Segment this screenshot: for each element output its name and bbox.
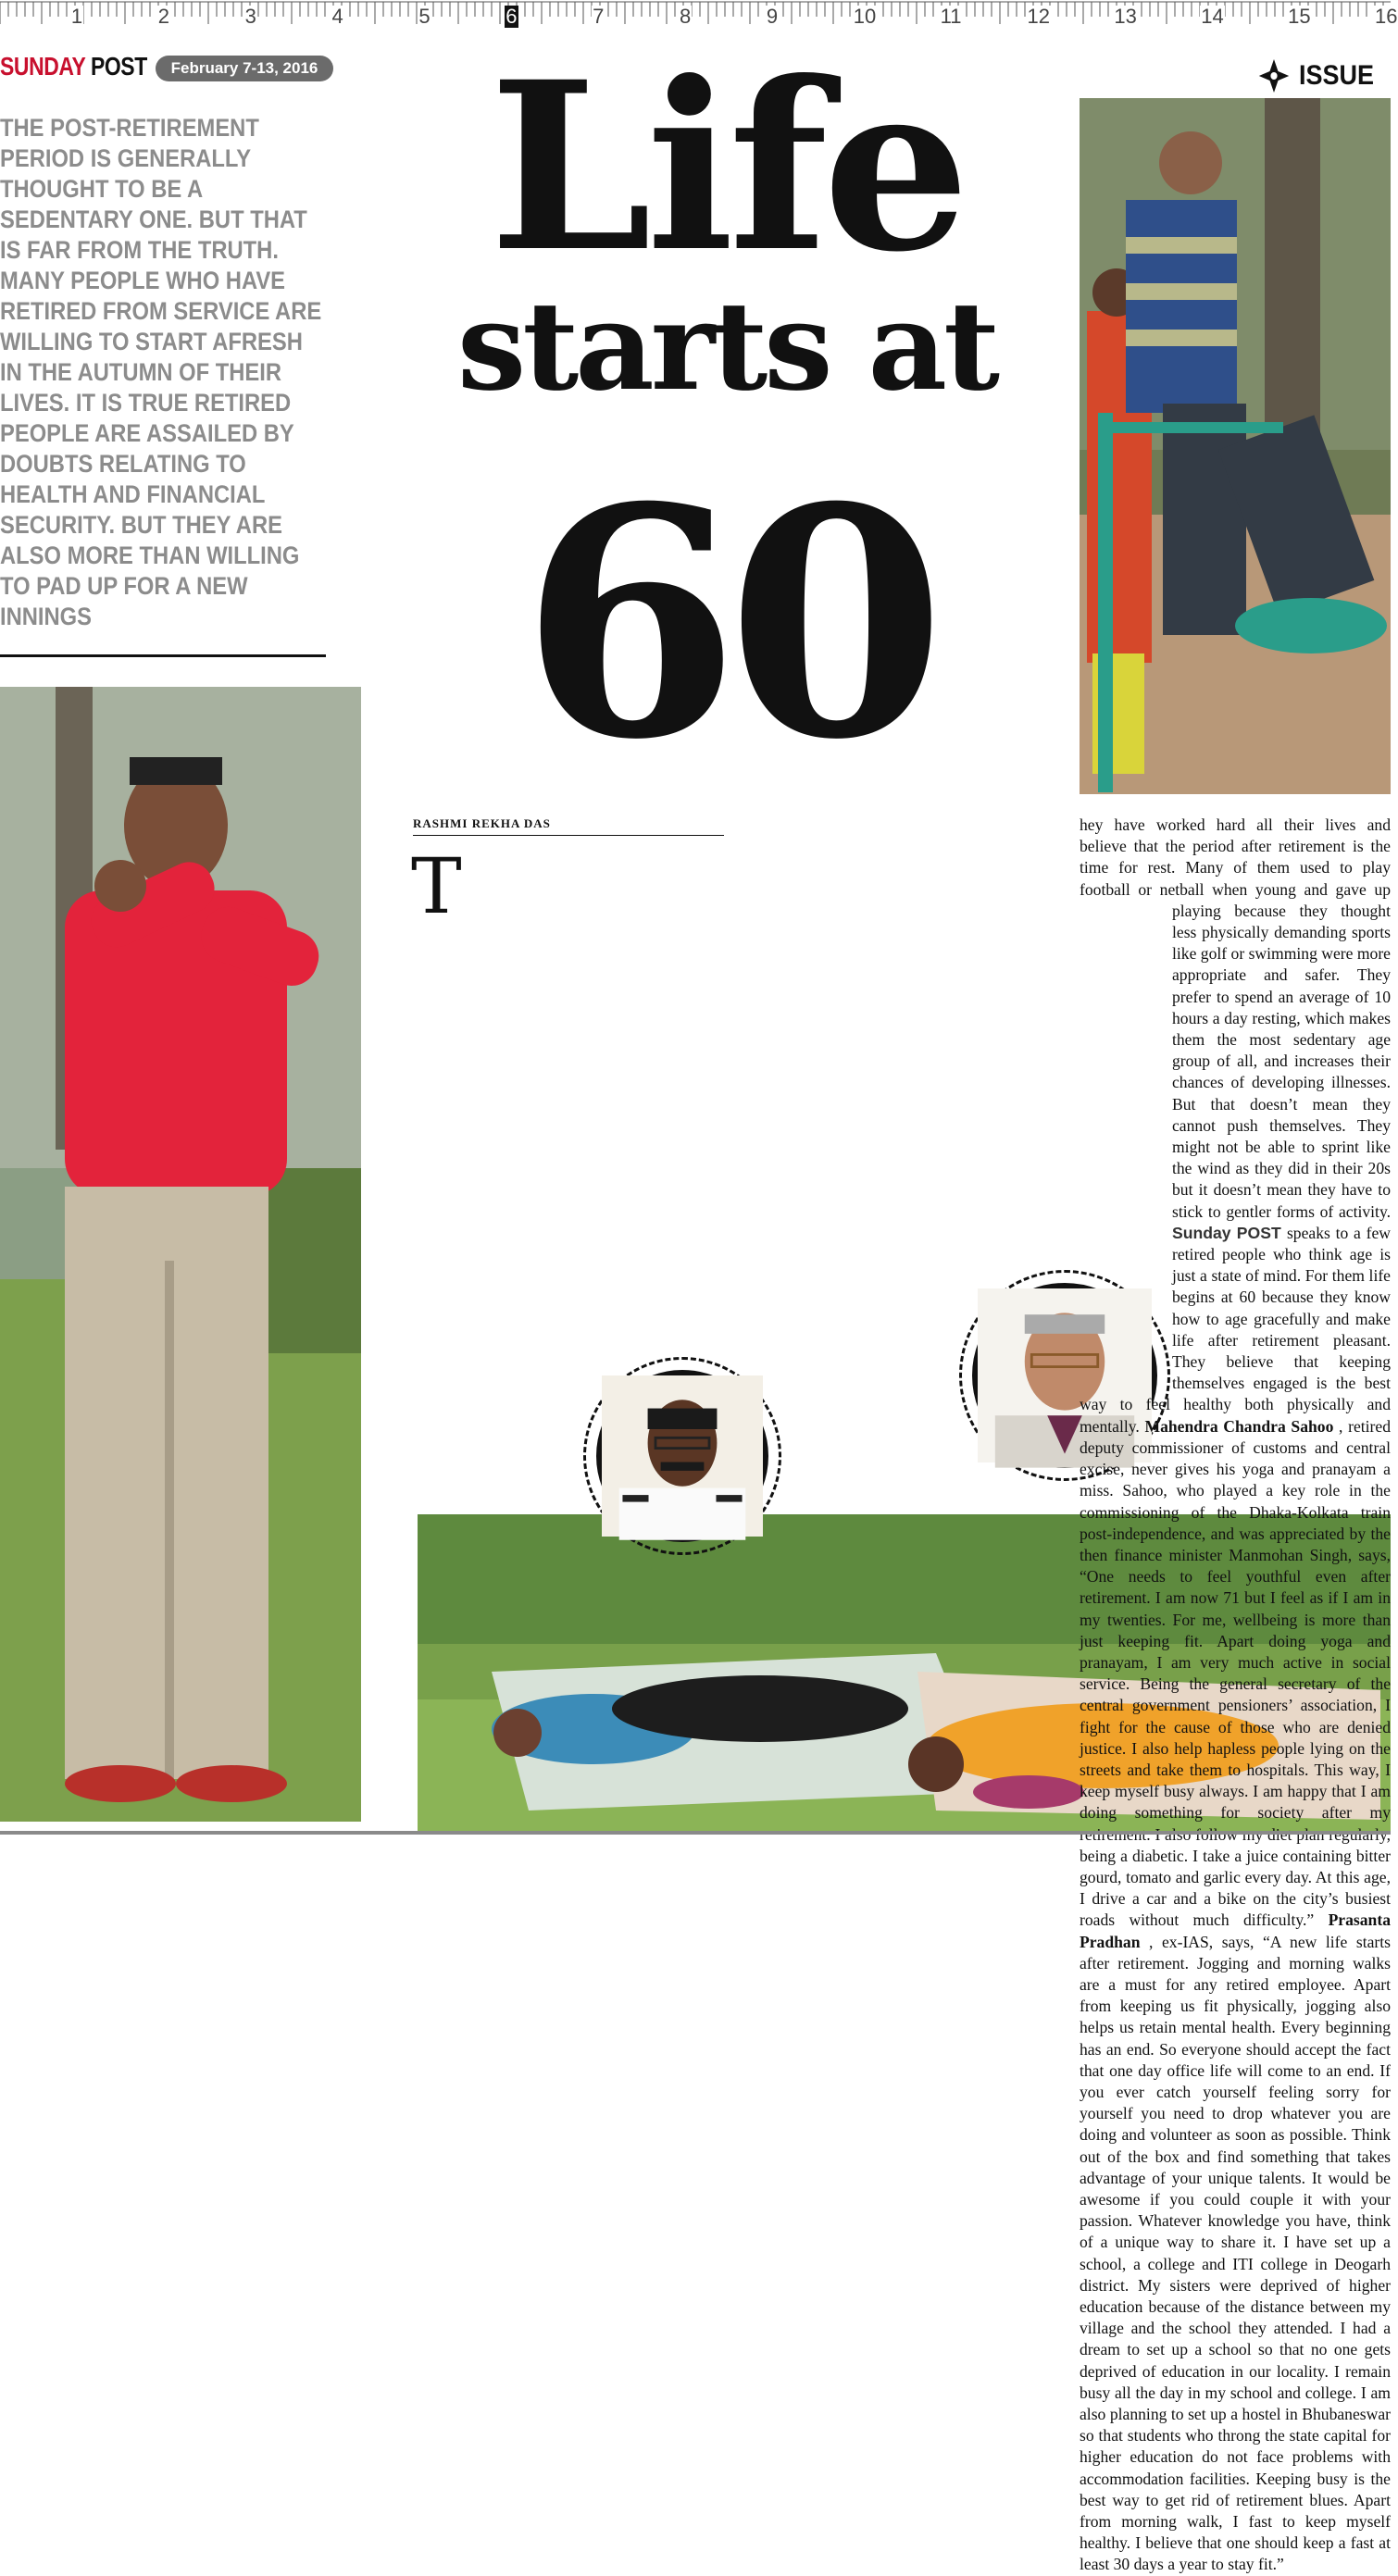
ruler-number: 2: [157, 5, 169, 28]
photo-man-exercising: [1080, 98, 1391, 794]
ruler-number: 15: [1288, 5, 1311, 28]
standfirst-divider: [0, 654, 326, 657]
ruler-number: 10: [853, 5, 877, 28]
ruler-number: 16: [1375, 5, 1398, 28]
ruler-number: 7: [593, 5, 605, 28]
headline-line-1: Life: [489, 31, 965, 303]
ruler-number: 5: [418, 5, 431, 28]
article-paragraph-2-cont-c3: speaks to a few retired people who think age is just a state of mind. For them life begins at 60 because they know how to age gracefully and make life after retirement pleasant. They believe that keeping themselves engaged is the best way to feel healthy both physically and mentally.: [1080, 1223, 1391, 1436]
photo-man-tai-chi: [0, 687, 361, 1822]
ruler-number: 13: [1114, 5, 1137, 28]
wrap-spacer-2: [644, 1314, 811, 1509]
page-bottom-rule: [0, 1831, 1391, 1835]
ruler-number: 14: [1201, 5, 1224, 28]
masthead-sunday: SUNDAY: [0, 52, 85, 81]
section-label: [1257, 57, 1374, 94]
article-column-3: [1080, 815, 1391, 2574]
byline-rule: [413, 835, 724, 836]
ruler-number: 11: [940, 5, 962, 28]
sunday-post-mention-cont-c3: Sunday POST: [1172, 1223, 1287, 1242]
ruler-number: 3: [244, 5, 256, 28]
drop-cap: T: [411, 843, 462, 931]
issue-date: February 7-13, 2016: [156, 56, 333, 81]
ruler-number: 12: [1027, 5, 1050, 28]
compass-icon: [1257, 57, 1291, 94]
article-paragraph-3-cont-c3: , retired deputy commissioner of customs and central excise, never gives his yoga and pranayam a miss. Sahoo, who played a key role in the commissioning of the Dhaka-Kolkata train post-independence, and was appreciated by the then finance minister Manmohan Singh, says, “One needs to feel youthful even after retirement. I am now 71 but I feel as if I am in my twenties. For me, wellbeing is more than just keeping fit. Apart doing yoga and pranayam, I am very much active in social service. Being the general secretary of the central government pensioners’ association, I fight for the cause of those who are denied justice. I also help hapless people lying on the streets and take them to hospitals. This way, I keep myself busy always. I am happy that I am doing something for society after my being a diabetic. I take a juice containing bitter gourd, tomato and garlic every day. At this age, I drive a car and a bike on the city’s busiest roads without much difficulty.”: [1080, 1416, 1391, 1930]
ruler-number: 9: [766, 5, 779, 28]
ruler-number: 4: [331, 5, 343, 28]
masthead: [0, 52, 147, 81]
article-paragraph-4-cont-c3: , ex-IAS, says, “A new life starts after retirement. Jogging and morning walks are a must for any retired employee. Apart from keeping us fit physically, jogging also helps us retain mental health. Every beginning has an end. So everyone should accept the fact that one day office life will come to an end. If you ever catch yourself feeling sorry for yourself you need to drop whatever you are doing and volunteer as soon as possible. Think out of the box and find something that takes advantage of your unique talents. It would be awesome if you could couple it with your passion. Whatever knowledge you have, think of a unique way to share it. I have set up a school, a college and ITI college in Deogarh district. My sisters were deprived of higher education because of the distance between my village and the school they attended. I had a dream to set up a school so that no one gets deprived of education in our locality. I remain busy all the day in my school and college. I am also planning to set up a hostel in Bhubaneswar so that students who throng the state capital for higher education do not face problems with accommodation facilities. Keeping busy is the best way to get rid of retirement blues. Apart from morning walk, I fast to keep myself healthy. I believe that one should keep a fast at least 30 days a year to stay fit.”: [1080, 1932, 1391, 2574]
headline-line-3: 60: [520, 440, 933, 809]
ruler-number: 8: [680, 5, 692, 28]
ruler-number: 1: [70, 5, 83, 28]
person-name-pradhan-cont-c3: Prasanta Pradhan: [1080, 1910, 1391, 1951]
byline: RASHMI REKHA DAS: [413, 816, 551, 830]
person-name-sahoo-cont-c3: Mahendra Chandra Sahoo: [1144, 1416, 1340, 1436]
article-paragraph-1-cont-c3: hey have worked hard all their lives and believe that the period after retirement is the time for rest. Many of them used to play football or netball when young and gave up playing because they thought less physically demanding sports like golf or swimming were more appropriate and safer. They prefer to spend an average of 10 hours a day resting, which makes them the most sedentary age group of all, and increases their chances of developing illnesses. But that doesn’t mean they cannot push themselves. They might not be able to sprint like the wind as they did in their 20s but it doesn’t mean they have to stick to gentler forms of activity.: [1080, 815, 1391, 1221]
ruler-number: 6: [506, 5, 518, 28]
section-name: ISSUE: [1299, 60, 1375, 91]
standfirst: THE POST-RETIREMENT PERIOD IS GENERALLY THOUGHT TO BE A SEDENTARY ONE. BUT THAT IS FAR FROM THE TRUTH. MANY PEOPLE WHO HAVE RETIRED FROM SERVICE ARE WILLING TO START AFRESH IN THE AUTUMN OF THEIR LIVES. IT IS TRUE RETIRED PEOPLE ARE ASSAILED BY DOUBTS RELATING TO HEALTH AND FINANCIAL SECURITY. BUT THEY ARE ALSO MORE THAN WILLING TO PAD UP FOR A NEW INNINGS: [0, 114, 322, 630]
masthead-post: POST: [90, 52, 147, 81]
headline-line-2: starts at: [456, 275, 997, 418]
